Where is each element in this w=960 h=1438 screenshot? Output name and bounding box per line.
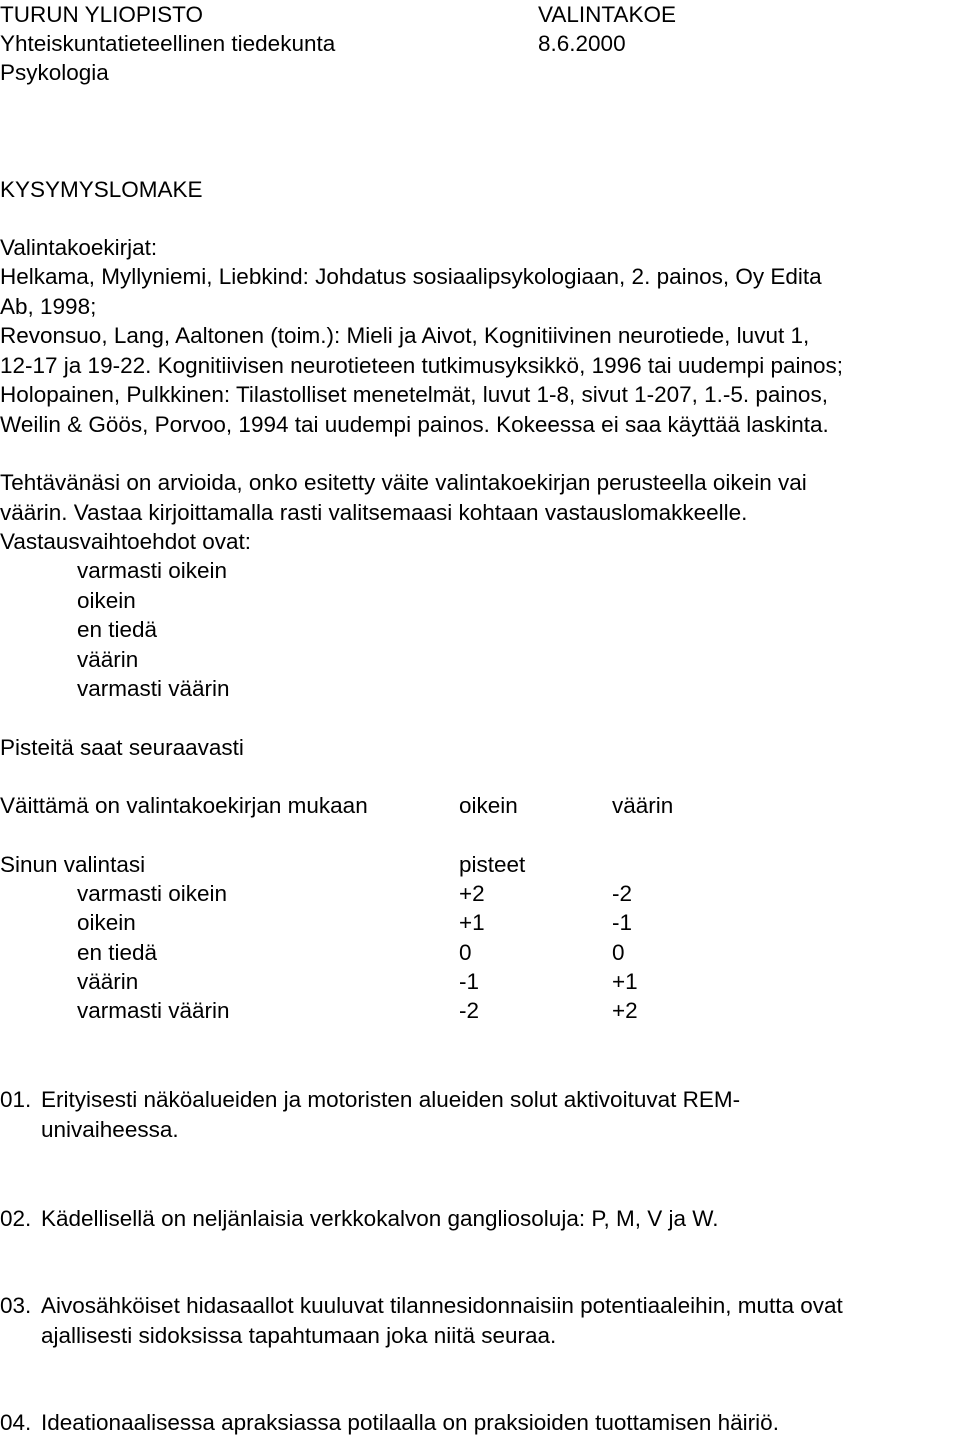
question-text-line: Ideationaalisessa apraksiassa potilaalla on praksioiden tuottamisen häiriö. [41, 1410, 779, 1435]
scoring-heading: Pisteitä saat seuraavasti [0, 735, 244, 760]
books-line: Holopainen, Pulkkinen: Tilastolliset menetelmät, luvut 1-8, sivut 1-207, 1.-5. painos, [0, 382, 828, 407]
instructions [0, 468, 960, 557]
question-text-line: Erityisesti näköalueiden ja motoristen alueiden solut aktivoituvat REM- [41, 1087, 741, 1112]
answer-option: väärin [77, 646, 139, 672]
question-text-line: ajallisesti sidoksissa tapahtumaan joka niitä seuraa. [41, 1323, 557, 1348]
question-item [0, 1085, 960, 1145]
exam-title: VALINTAKOE [538, 2, 676, 27]
points-if-true-cell: +1 [459, 910, 485, 935]
books-line: Helkama, Myllyniemi, Liebkind: Johdatus sosiaalipsykologiaan, 2. painos, Oy Edita [0, 264, 822, 289]
instructions-line: Vastausvaihtoehdot ovat: [0, 529, 252, 554]
choice-cell: varmasti oikein [77, 881, 228, 906]
question-number: 04. [0, 1410, 32, 1435]
choice-cell: varmasti väärin [77, 998, 230, 1023]
question-number: 02. [0, 1206, 32, 1231]
column-true-header: oikein [459, 793, 518, 818]
university-name: TURUN YLIOPISTO [0, 2, 203, 27]
instructions-line: väärin. Vastaa kirjoittamalla rasti valitsemaasi kohtaan vastauslomakkeelle. [0, 499, 748, 525]
answer-option: varmasti väärin [77, 676, 230, 701]
books-line: Ab, 1998; [0, 293, 97, 319]
choice-label: Sinun valintasi [0, 852, 146, 877]
answer-options [0, 556, 960, 704]
points-if-false-cell: -1 [612, 910, 633, 935]
choice-cell: oikein [77, 910, 136, 935]
question-item [0, 1408, 960, 1438]
answer-option: en tiedä [77, 617, 158, 642]
question-item [0, 1291, 960, 1351]
answer-option: varmasti oikein [77, 558, 228, 583]
points-if-false-cell: -2 [612, 881, 633, 906]
question-item [0, 1204, 960, 1234]
books-heading: Valintakoekirjat: [0, 235, 158, 260]
points-label: pisteet [459, 852, 526, 877]
column-false-header: väärin [612, 793, 674, 818]
books-list [0, 262, 960, 439]
question-text [41, 1291, 843, 1351]
question-text [41, 1408, 779, 1438]
question-number: 03. [0, 1293, 32, 1318]
choice-cell: en tiedä [77, 940, 158, 965]
faculty-name: Yhteiskuntatieteellinen tiedekunta [0, 31, 336, 56]
question-text-line: Aivosähköiset hidasaallot kuuluvat tilannesidonnaisiin potentiaaleihin, mutta ovat [41, 1293, 843, 1318]
question-text [41, 1085, 740, 1145]
form-title: KYSYMYSLOMAKE [0, 177, 203, 202]
points-if-false-cell: 0 [612, 940, 625, 965]
books-line: Weilin & Göös, Porvoo, 1994 tai uudempi painos. Kokeessa ei saa käyttää laskinta. [0, 411, 829, 437]
question-text [41, 1204, 718, 1234]
subject-name: Psykologia [0, 60, 109, 85]
points-if-true-cell: +2 [459, 881, 485, 906]
choice-cell: väärin [77, 969, 139, 994]
points-if-false-cell: +1 [612, 969, 638, 994]
answer-option: oikein [77, 587, 136, 613]
books-line: Revonsuo, Lang, Aaltonen (toim.): Mieli ja Aivot, Kognitiivinen neurotiede, luvut 1, [0, 323, 810, 348]
points-if-true-cell: -1 [459, 969, 480, 994]
books-line: 12-17 ja 19-22. Kognitiivisen neurotieteen tutkimusyksikkö, 1996 tai uudempi painos; [0, 352, 844, 378]
points-if-false-cell: +2 [612, 998, 638, 1023]
question-text-line: Kädellisellä on neljänlaisia verkkokalvon gangliosoluja: P, M, V ja W. [41, 1206, 719, 1231]
points-if-true-cell: -2 [459, 998, 480, 1023]
question-text-line: univaiheessa. [41, 1117, 179, 1142]
claim-label: Väittämä on valintakoekirjan mukaan [0, 793, 368, 818]
points-if-true-cell: 0 [459, 940, 472, 965]
exam-date: 8.6.2000 [538, 31, 626, 56]
instructions-line: Tehtävänäsi on arvioida, onko esitetty väite valintakoekirjan perusteella oikein vai [0, 470, 807, 495]
question-number: 01. [0, 1087, 32, 1112]
